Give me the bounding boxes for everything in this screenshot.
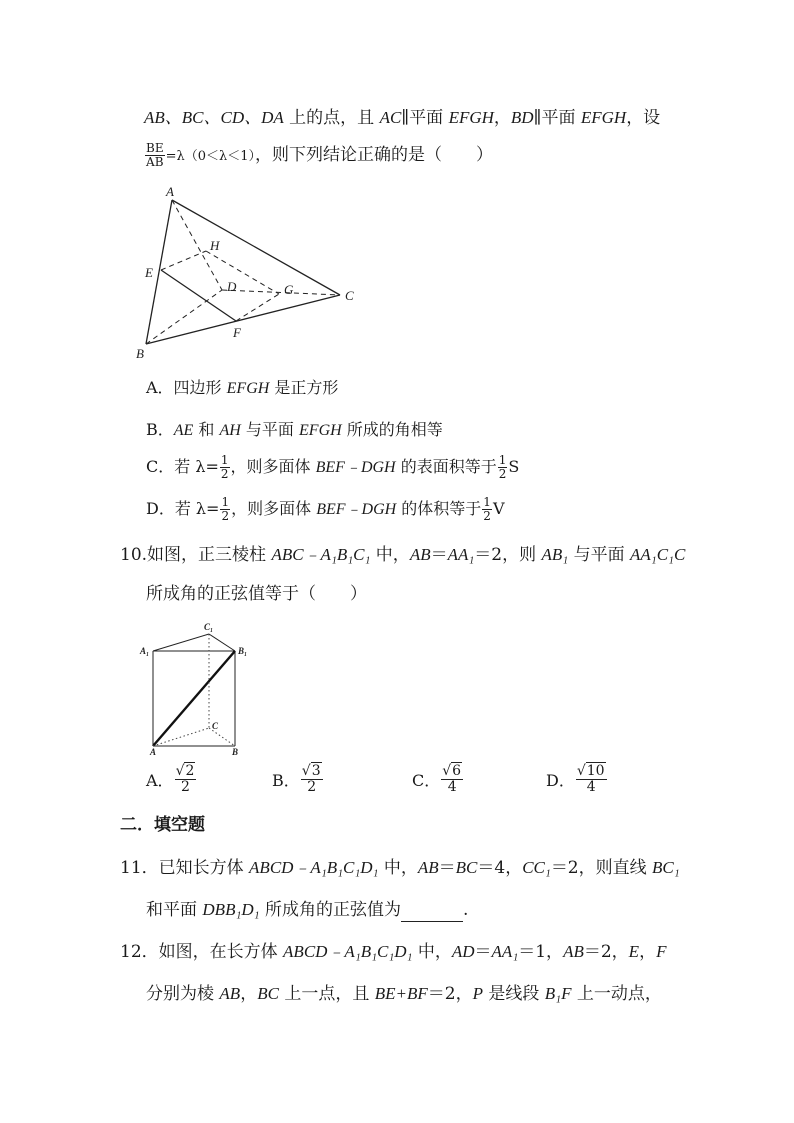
edge-dc bbox=[222, 290, 340, 295]
q12-p: P bbox=[472, 984, 483, 1003]
radicand: 3 bbox=[311, 763, 321, 779]
label-b: B bbox=[136, 346, 144, 361]
q10-text-a: 如图，正三棱柱 bbox=[147, 545, 272, 565]
radicand: 6 bbox=[452, 763, 462, 779]
q9-option-b-suffix: 所成的角相等 bbox=[341, 420, 443, 439]
q11-text-2a: 和平面 bbox=[146, 900, 203, 920]
q10-option-d[interactable] bbox=[546, 764, 608, 795]
q10-option-b-value bbox=[301, 764, 323, 795]
q12-ab2: AB bbox=[219, 984, 241, 1003]
sqrt-symbol: √ bbox=[301, 763, 311, 779]
q9-option-b-prefix: B． bbox=[146, 420, 174, 439]
q10-stem-line2: 所成角的正弦值等于（ ） bbox=[146, 584, 367, 604]
q12-text-2g: ＝2， bbox=[427, 984, 473, 1004]
q11-stem-line1 bbox=[120, 856, 680, 880]
q9-option-c-ratio bbox=[498, 454, 508, 481]
q12-text-2e: 上一点，且 bbox=[278, 984, 375, 1004]
q11-bc1: BC₁ bbox=[652, 858, 680, 877]
q9-condition: =λ（0＜λ＜1） bbox=[165, 149, 255, 164]
q9-text: 上的点，且 bbox=[283, 108, 380, 128]
label-d: D bbox=[227, 279, 237, 294]
q9-option-a-prefix: A．四边形 bbox=[146, 378, 227, 397]
q9-option-b-and: 和 bbox=[193, 420, 220, 439]
label-c1: C₁ bbox=[204, 622, 214, 632]
q9-option-b-ah: AH bbox=[219, 422, 241, 439]
q9-option-d-poly: BEF﹣DGH bbox=[316, 501, 397, 518]
label-b: B bbox=[232, 747, 239, 757]
q12-comma: ， bbox=[639, 942, 657, 962]
q9-question: ，则下列结论正确的是（ ） bbox=[255, 145, 493, 165]
q9-parallel: ∥平面 bbox=[401, 108, 449, 128]
q10-ab1: AB₁ bbox=[541, 545, 569, 564]
q9-frac-den: AB bbox=[146, 155, 164, 169]
q9-option-c-poly: BEF﹣DGH bbox=[315, 459, 396, 476]
q9-option-b-plane: EFGH bbox=[299, 422, 342, 439]
q10-prism-figure bbox=[138, 618, 250, 758]
q9-ac: AC bbox=[379, 108, 402, 127]
q11-number: 11． bbox=[120, 858, 159, 878]
q10-option-b[interactable] bbox=[272, 764, 324, 795]
label-g: G bbox=[284, 282, 294, 297]
q9-option-c-mid: ，则多面体 bbox=[230, 457, 316, 476]
section-title-fill-in: 二．填空题 bbox=[120, 815, 205, 835]
q10-text-c: 中， bbox=[370, 545, 410, 565]
q12-comma2: ， bbox=[240, 984, 258, 1004]
q9-stem-line1 bbox=[144, 106, 660, 130]
segment-eh bbox=[161, 251, 206, 270]
diagonal-ab1 bbox=[153, 651, 235, 746]
q12-ab: AB bbox=[563, 942, 584, 961]
sqrt-symbol: √ bbox=[175, 763, 185, 779]
q12-text-c: 中， bbox=[412, 942, 452, 962]
q9-comma: ， bbox=[493, 108, 511, 128]
q12-b1f: B₁F bbox=[544, 984, 572, 1003]
radicand: 2 bbox=[185, 763, 195, 779]
q11-text-g: ＝4， bbox=[477, 858, 523, 878]
frac-num: 1 bbox=[483, 495, 491, 509]
q9-let: ，设 bbox=[626, 108, 661, 128]
q12-aa1: AA₁ bbox=[491, 942, 519, 961]
q12-number: 12． bbox=[120, 942, 159, 962]
q11-bc: BC bbox=[455, 858, 478, 877]
label-a: A bbox=[166, 184, 174, 199]
q10-aa1: AA₁ bbox=[447, 545, 475, 564]
segment-hg bbox=[206, 251, 279, 294]
label-f: F bbox=[233, 325, 241, 340]
q9-plane2: EFGH bbox=[580, 108, 627, 127]
q11-period: . bbox=[462, 900, 469, 920]
edge-c1b1 bbox=[209, 634, 235, 651]
q11-answer-blank[interactable] bbox=[401, 903, 463, 922]
q9-option-b[interactable] bbox=[146, 418, 443, 443]
q9-option-d-ratio bbox=[482, 496, 492, 523]
q10-stem-line1 bbox=[120, 543, 685, 567]
q9-bd: BD bbox=[510, 108, 534, 127]
q11-cc1: CC₁ bbox=[522, 858, 551, 877]
label-h: H bbox=[210, 238, 220, 253]
sqrt-symbol: √ bbox=[576, 763, 586, 779]
q9-option-d-end: V bbox=[492, 499, 505, 518]
radicand: 10 bbox=[586, 763, 605, 779]
q12-cuboid: ABCD﹣A₁B₁C₁D₁ bbox=[283, 942, 413, 961]
q12-text-2a: 分别为棱 bbox=[146, 984, 220, 1004]
q11-text-i: ＝2，则直线 bbox=[550, 858, 653, 878]
q12-sum: BE+BF bbox=[374, 984, 428, 1003]
q11-cuboid: ABCD﹣A₁B₁C₁D₁ bbox=[249, 858, 379, 877]
segment-ef bbox=[161, 270, 236, 321]
q10-option-a-label: A． bbox=[146, 771, 174, 790]
q12-text-a: 如图，在长方体 bbox=[158, 942, 284, 962]
q9-option-c[interactable] bbox=[146, 454, 519, 481]
q9-option-d[interactable] bbox=[146, 496, 505, 523]
q9-ratio-fraction bbox=[145, 142, 165, 169]
q9-option-c-tail: 的表面积等于 bbox=[395, 457, 497, 476]
q12-stem-line1 bbox=[120, 940, 666, 964]
q9-plane: EFGH bbox=[448, 108, 494, 127]
q9-option-c-prefix: C．若 λ= bbox=[146, 457, 219, 476]
q10-option-b-label: B． bbox=[272, 771, 300, 790]
edge-bc bbox=[146, 295, 340, 344]
q10-option-c[interactable] bbox=[412, 764, 464, 795]
denominator: 4 bbox=[586, 779, 596, 795]
q10-option-c-value bbox=[441, 764, 463, 795]
q9-option-a[interactable] bbox=[146, 376, 338, 401]
q9-option-c-end: S bbox=[508, 457, 520, 476]
q9-stem-line2 bbox=[144, 142, 493, 169]
q12-text-i: ＝2， bbox=[583, 942, 629, 962]
q9-option-a-shape: EFGH bbox=[226, 380, 270, 397]
frac-num: 1 bbox=[221, 495, 230, 509]
q12-bc: BC bbox=[257, 984, 279, 1003]
q10-text-i: 与平面 bbox=[568, 545, 631, 565]
frac-den: 2 bbox=[221, 509, 230, 523]
denominator: 4 bbox=[447, 779, 457, 795]
q10-number: 10. bbox=[120, 545, 148, 565]
label-c: C bbox=[212, 721, 219, 731]
q10-option-a-value bbox=[175, 764, 197, 795]
q12-e: E bbox=[628, 942, 640, 961]
q11-text-2c: 所成角的正弦值为 bbox=[259, 900, 401, 920]
q12-ad: AD bbox=[451, 942, 475, 961]
label-a1: A₁ bbox=[140, 646, 150, 656]
label-e: E bbox=[145, 265, 153, 280]
q11-text-a: 已知长方体 bbox=[158, 858, 250, 878]
q9-option-d-tail: 的体积等于 bbox=[396, 499, 482, 518]
q11-stem-line2 bbox=[146, 898, 468, 922]
q11-ab: AB bbox=[417, 858, 439, 877]
q9-option-b-ae: AE bbox=[173, 422, 194, 439]
q12-text-2i: 是线段 bbox=[482, 984, 545, 1004]
q9-parallel2: ∥平面 bbox=[533, 108, 581, 128]
frac-den: 2 bbox=[483, 509, 491, 523]
q12-f: F bbox=[656, 942, 667, 961]
q12-text-2k: 上一动点， bbox=[571, 984, 662, 1004]
q9-option-c-lambda bbox=[220, 454, 230, 481]
label-a: A bbox=[150, 747, 157, 757]
q10-text-g: ＝2，则 bbox=[474, 545, 542, 565]
q10-prism: ABC﹣A₁B₁C₁ bbox=[271, 545, 371, 564]
frac-num: 1 bbox=[498, 453, 507, 467]
q9-option-d-mid: ，则多面体 bbox=[231, 499, 317, 518]
q10-option-a[interactable] bbox=[146, 764, 197, 795]
q9-option-b-mid: 与平面 bbox=[240, 420, 300, 439]
q10-option-d-value bbox=[576, 764, 607, 795]
edge-bd bbox=[146, 290, 222, 344]
q10-option-d-label: D． bbox=[546, 771, 575, 790]
q9-option-d-prefix: D．若 λ= bbox=[146, 499, 220, 518]
segment-fg bbox=[236, 294, 279, 321]
denominator: 2 bbox=[307, 779, 317, 795]
q10-eq: ＝ bbox=[430, 545, 448, 565]
q12-text-g: ＝1， bbox=[518, 942, 564, 962]
q11-text-c: 中， bbox=[378, 858, 418, 878]
denominator: 2 bbox=[181, 779, 190, 795]
q9-option-d-lambda bbox=[220, 496, 230, 523]
q12-stem-line2 bbox=[146, 982, 662, 1006]
frac-den: 2 bbox=[220, 467, 229, 481]
q9-frac-num: BE bbox=[146, 141, 164, 155]
q9-tetrahedron-figure bbox=[134, 184, 364, 364]
label-b1: B₁ bbox=[238, 646, 248, 656]
q9-option-a-suffix: 是正方形 bbox=[269, 378, 339, 397]
q12-eq: ＝ bbox=[474, 942, 492, 962]
edge-a1c1 bbox=[153, 634, 209, 651]
sqrt-symbol: √ bbox=[442, 763, 452, 779]
frac-den: 2 bbox=[498, 467, 507, 481]
label-c: C bbox=[345, 288, 354, 303]
q10-ab: AB bbox=[409, 545, 431, 564]
q11-eq: ＝ bbox=[438, 858, 456, 878]
q10-option-c-label: C． bbox=[412, 771, 441, 790]
frac-num: 1 bbox=[220, 453, 229, 467]
q11-plane: DBB₁D₁ bbox=[202, 900, 260, 919]
q9-edges: AB、BC、CD、DA bbox=[144, 108, 284, 127]
q10-plane: AA₁C₁C bbox=[630, 545, 686, 564]
